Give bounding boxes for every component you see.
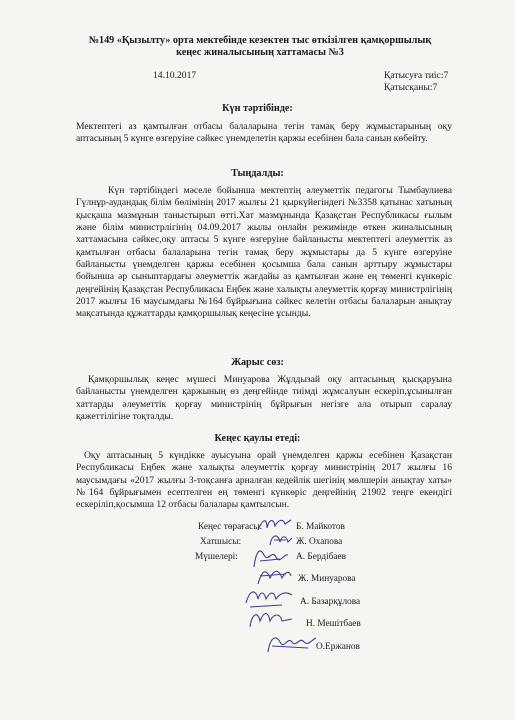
member-name-2: Ж. Минуарова bbox=[298, 574, 356, 584]
chair-name: Б. Майкотов bbox=[296, 522, 345, 532]
title-line-1: №149 «Қызылту» орта мектебінде кезектен тыс өткізілген қамқоршылық bbox=[88, 35, 432, 46]
member-5-signature-icon bbox=[264, 630, 320, 658]
attendance-present: Қатысқаны:7 bbox=[384, 82, 438, 93]
secretary-label: Хатшысы: bbox=[200, 537, 242, 547]
page-title bbox=[60, 35, 460, 59]
title-line-2: кеңес жиналысының хаттамасы №3 bbox=[176, 47, 344, 58]
secretary-name: Ж. Охапова bbox=[296, 537, 343, 547]
decision-heading: Кеңес қаулы етеді: bbox=[214, 433, 301, 444]
attendance-block bbox=[384, 70, 448, 94]
member-name-1: А. Бердібаев bbox=[296, 552, 347, 562]
heard-text: Күн тәртібіндегі мәселе бойынша мектептің әлеуметтік педагогы Тымбаулиева Гүлнұр-аудандық білім бөлімінің 2017 жылғы 21 қыркүйегіндегі №3358 қатынас хатының қысқаша мазмұнын таныстырып өтті.Хат мазмұнында Қазақстан Республикасы ғылым және білім министрлігінің 04.09.2017 жылы онлайн режимінде өткен жиналысының хаттамасына сәйкес,оқу аптасы 5 күнге өзгеруіне байланысты мектептегі әлеуметтік аз қамтылған отбасы балаларына тегін тамақ беру жұмыстары да 5 күнге өзгеруіне байланысты үнемделген қаржы есебінен қосымша бала санын арттыру жұмыстары бойынша әр сыныптардағы әлеуметтік жағдайы аз қамтылған және ең төменгі күнкөріс деңгейінің Қазақстан Республикасы Еңбек және халықты әлеуметтік қорғау министрлігінің 2017 жылғы 16 маусымдағы №164 бұйрығына сәйкес келетін отбасы балаларын анықтау мақсатында құжаттарды қамқоршылық кеңесіне ұсынды. bbox=[76, 185, 452, 320]
members-label: Мүшелері: bbox=[195, 552, 238, 562]
meeting-date: 14.10.2017 bbox=[153, 70, 197, 81]
agenda-text: Мектептегі аз қамтылған отбасы балаларына тегін тамақ беру жұмыстарының оқу аптасының 5 күнге өзгеруіне сәйкес үнемделетін қаржы есебінен бала санын көбейту. bbox=[76, 121, 452, 145]
attendance-total: Қатысуға тиіс:7 bbox=[384, 70, 449, 81]
member-name-3: А. Базарқұлова bbox=[300, 597, 361, 607]
agenda-heading: Күн тәртібінде: bbox=[222, 103, 293, 114]
speech-heading: Жарыс сөз: bbox=[231, 357, 284, 368]
member-name-5: О.Ержанов bbox=[316, 642, 360, 652]
decision-text: Оқу аптасының 5 күндікке ауысуына орай үнемделген қаржы есебінен Қазақстан Республикасы Еңбек және халықты әлеуметтік қорғау министрінің 2017 жылғы 16 маусымдағы «2017 жылғы 3-тоқсанға арналған кедейлік шегінің мөлшерін анықтау хаты» №164 бұйрығымен есептелген ең төменгі күнкөріс деңгейінің 21902 теңге екендігі ескеріліп,қосымша 12 отбасы балалары қамтылсын. bbox=[76, 450, 452, 511]
chair-label: Кеңес төрағасы: bbox=[198, 522, 263, 532]
member-name-4: Н. Мешітбаев bbox=[306, 619, 361, 629]
heard-heading: Тыңдалды: bbox=[231, 168, 284, 179]
speech-text: Қамқоршылық кеңес мүшесі Минуарова Жұлдызай оқу аптасының қысқаруына байланысты үнемделген қаржының өз деңгейінде тиімді жұмсалуын ескеріп,ұсынылған хаттарды әлеуметтік қорғау министрінің бұйрығын негізге ала отырып саралау қажеттілігіне тоқталды. bbox=[76, 374, 452, 423]
